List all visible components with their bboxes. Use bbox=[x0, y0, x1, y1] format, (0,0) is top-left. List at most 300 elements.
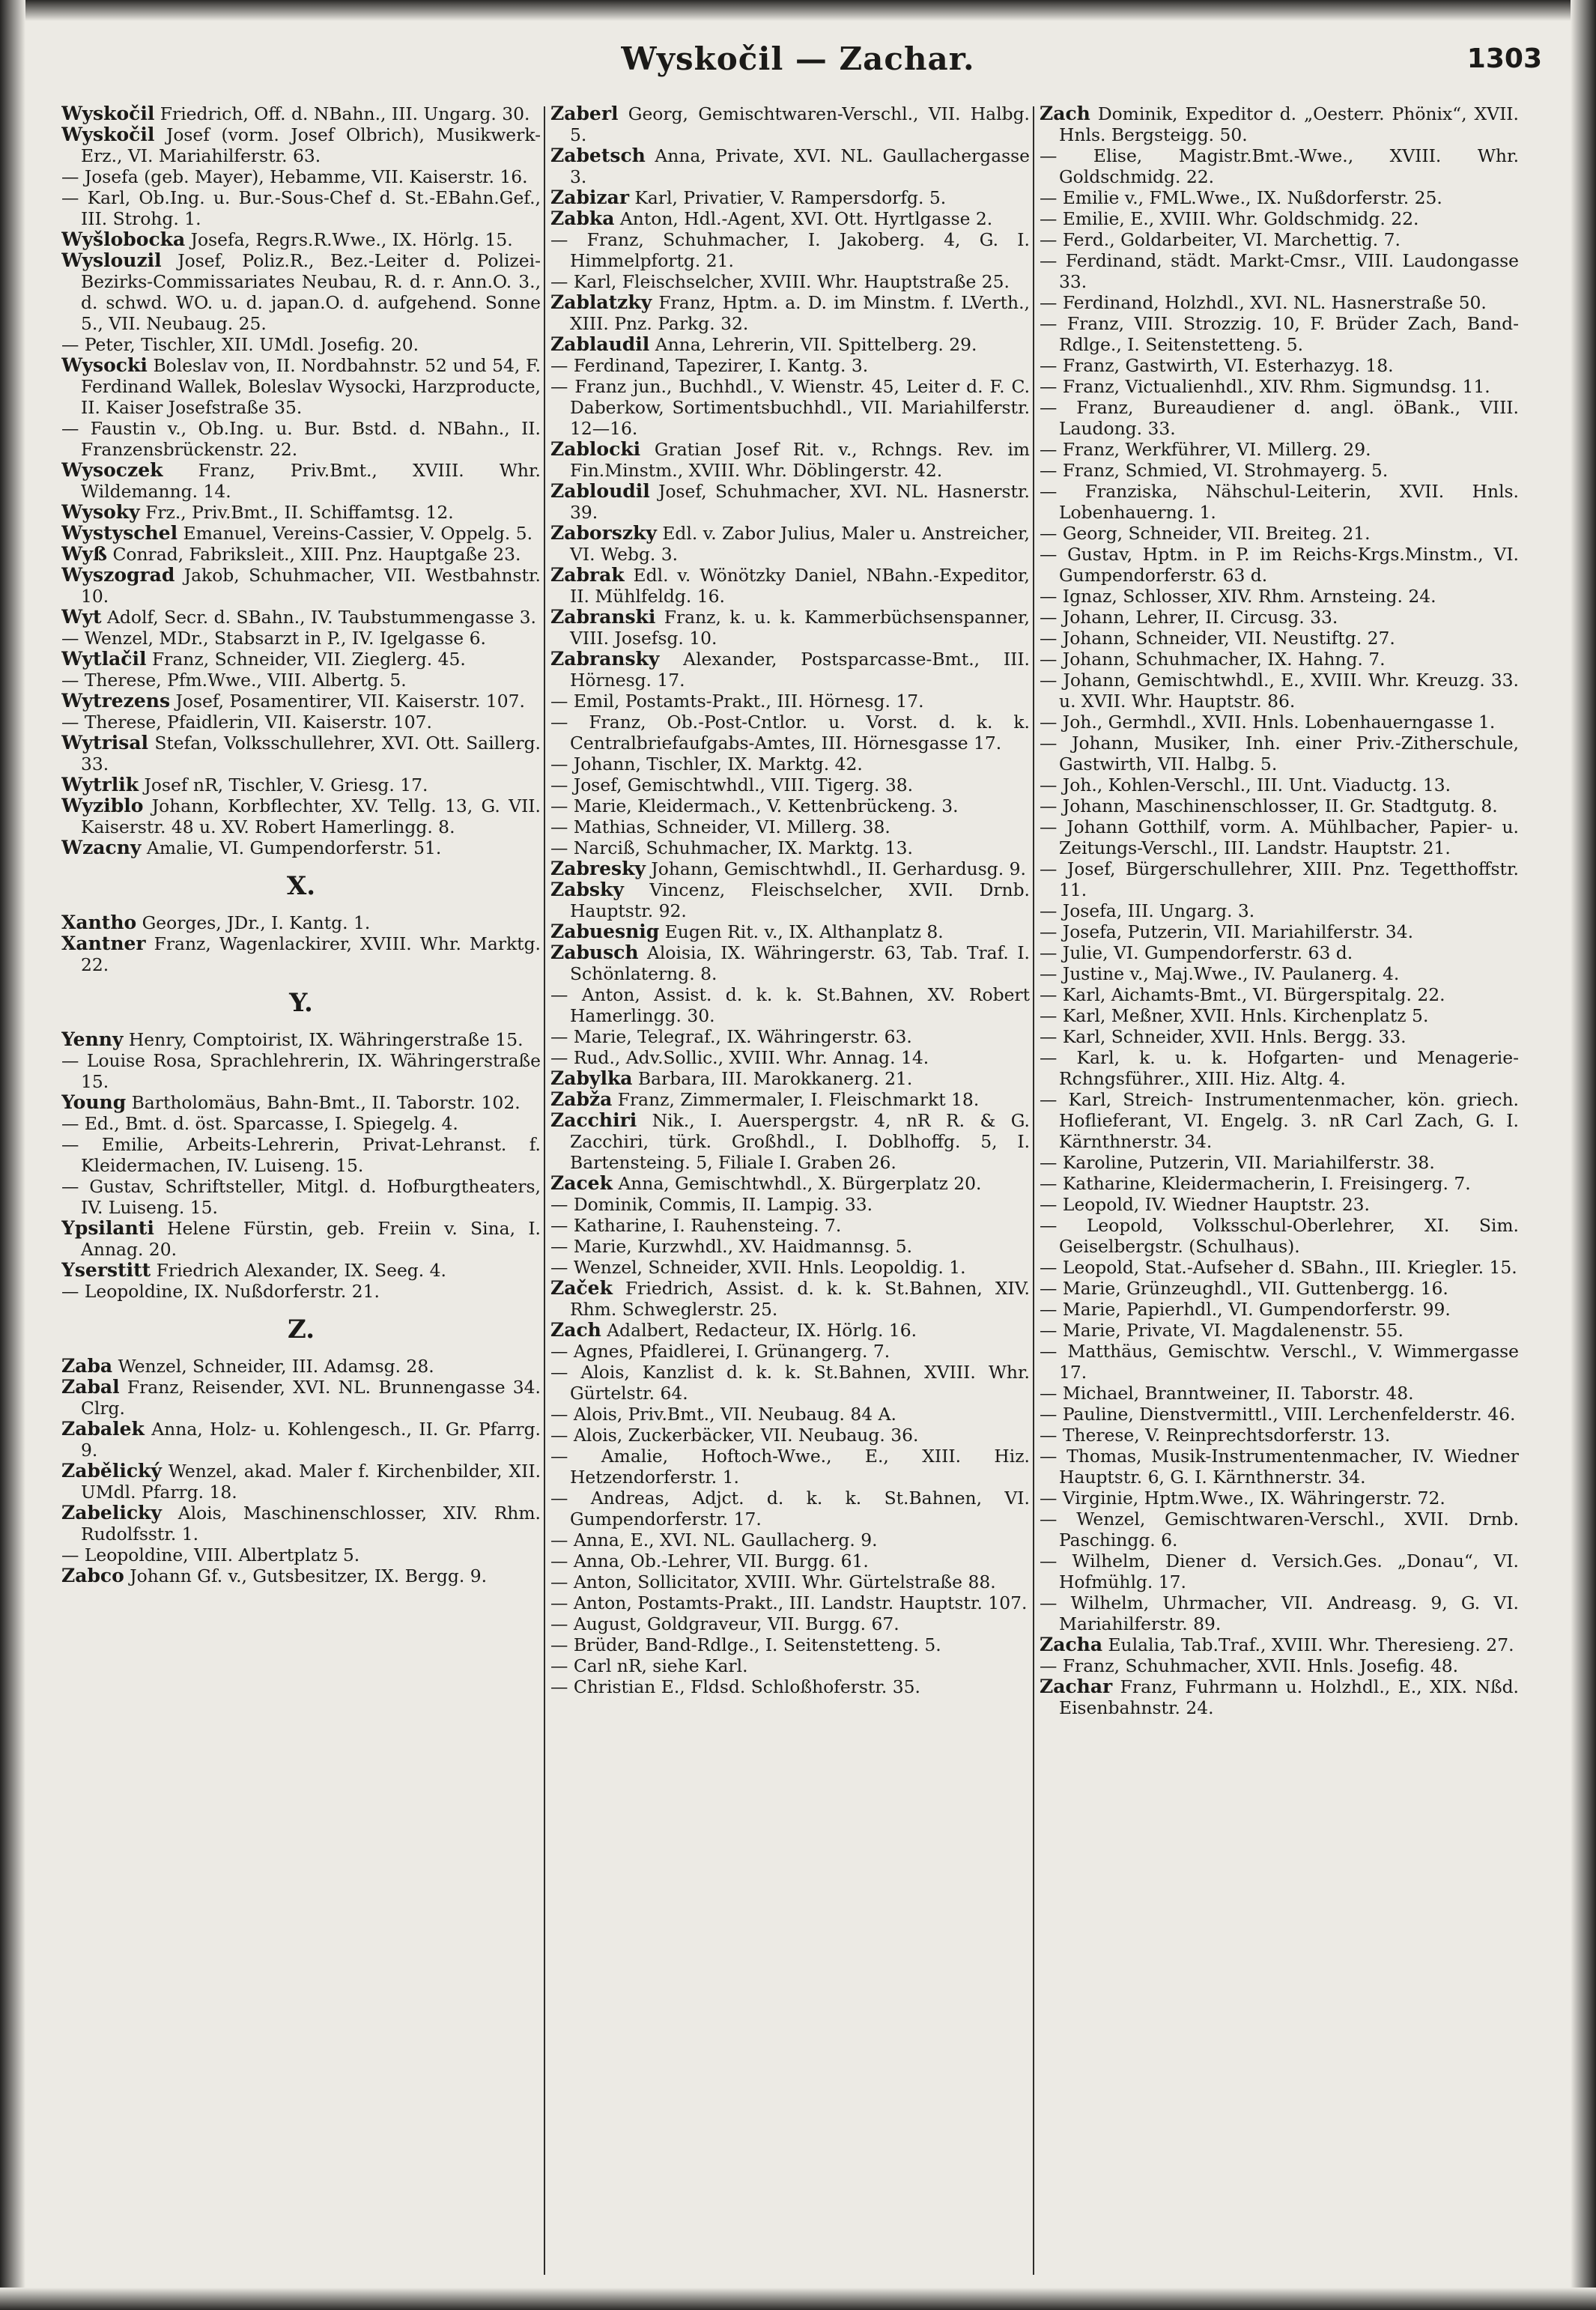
directory-sub-entry bbox=[1040, 313, 1519, 355]
entry-surname: Wytlačil bbox=[61, 648, 147, 670]
entry-surname: Wytrlik bbox=[61, 774, 139, 795]
directory-sub-entry bbox=[550, 691, 1030, 712]
entry-text: — Carl nR, siehe Karl. bbox=[550, 1655, 748, 1676]
directory-sub-entry bbox=[550, 1236, 1030, 1257]
entry-text: Johann, Korbflechter, XV. Tellg. 13, G. VII. Kaiserstr. 48 u. XV. Robert Hamerlingg. 8. bbox=[81, 795, 541, 837]
entry-text: — Amalie, Hoftoch-Wwe., E., XIII. Hiz. Hetzendorferstr. 1. bbox=[550, 1446, 1030, 1488]
directory-sub-entry bbox=[550, 1341, 1030, 1362]
entry-text: Franz, Hptm. a. D. im Minstm. f. LVerth., XIII. Pnz. Parkg. 32. bbox=[570, 292, 1030, 334]
entry-text: Franz, Fuhrmann u. Holzhdl., E., XIX. Nßd. Eisenbahnstr. 24. bbox=[1059, 1676, 1519, 1718]
entry-text: — Franz, Bureaudiener d. angl. öBank., VIII. Laudong. 33. bbox=[1040, 397, 1519, 439]
entry-text: Gratian Josef Rit. v., Rchngs. Rev. im Fin.Minstm., XVIII. Whr. Döblingerstr. 42. bbox=[570, 439, 1030, 481]
directory-sub-entry bbox=[1040, 376, 1519, 397]
entry-text: Eugen Rit. v., IX. Althanplatz 8. bbox=[659, 921, 944, 942]
column-2 bbox=[550, 103, 1030, 2276]
directory-entry bbox=[550, 649, 1030, 691]
entry-text: — Emil, Postamts-Prakt., III. Hörnesg. 17. bbox=[550, 691, 924, 712]
entry-surname: Zabka bbox=[550, 207, 615, 229]
entry-text: — Ferd., Goldarbeiter, VI. Marchettig. 7. bbox=[1040, 229, 1401, 250]
directory-sub-entry bbox=[550, 774, 1030, 795]
entry-text: — Ferdinand, städt. Markt-Cmsr., VIII. Laudongasse 33. bbox=[1040, 250, 1519, 292]
column-divider bbox=[1033, 106, 1034, 2275]
entry-surname: Wysocki bbox=[61, 354, 148, 376]
entry-text: — Franz, Victualienhdl., XIV. Rhm. Sigmundsg. 11. bbox=[1040, 376, 1490, 397]
entry-text: Henry, Comptoirist, IX. Währingerstraße 15. bbox=[123, 1029, 524, 1050]
entry-text: — Therese, V. Reinprechtsdorferstr. 13. bbox=[1040, 1425, 1391, 1446]
entry-surname: Wyšlobocka bbox=[61, 228, 186, 250]
entry-text: Edl. v. Zabor Julius, Maler u. Anstreicher, VI. Webg. 3. bbox=[570, 523, 1030, 565]
directory-sub-entry bbox=[1040, 1278, 1519, 1299]
directory-entry bbox=[61, 912, 541, 933]
entry-surname: Zabizar bbox=[550, 187, 629, 208]
directory-entry bbox=[550, 523, 1030, 565]
entry-text: — Leopold, Stat.-Aufseher d. SBahn., III. Kriegler. 15. bbox=[1040, 1257, 1517, 1278]
entry-text: — August, Goldgraveur, VII. Burgg. 67. bbox=[550, 1613, 899, 1634]
directory-sub-entry bbox=[1040, 649, 1519, 670]
directory-sub-entry bbox=[1040, 942, 1519, 963]
entry-text: — Josef, Bürgerschullehrer, XIII. Pnz. Tegetthoffstr. 11. bbox=[1040, 858, 1519, 900]
entry-text: — Louise Rosa, Sprachlehrerin, IX. Währingerstraße 15. bbox=[61, 1050, 541, 1092]
entry-text: — Virginie, Hptm.Wwe., IX. Währingerstr. 72. bbox=[1040, 1488, 1445, 1509]
entry-text: Aloisia, IX. Währingerstr. 63, Tab. Traf. I. Schönlaterng. 8. bbox=[570, 942, 1030, 984]
entry-surname: Zabresky bbox=[550, 858, 646, 879]
directory-sub-entry bbox=[1040, 1215, 1519, 1257]
directory-sub-entry bbox=[1040, 1550, 1519, 1592]
directory-sub-entry bbox=[550, 1047, 1030, 1068]
entry-surname: Zabelicky bbox=[61, 1502, 162, 1524]
directory-sub-entry bbox=[61, 628, 541, 649]
entry-text: — Gustav, Schriftsteller, Mitgl. d. Hofburgtheaters, IV. Luiseng. 15. bbox=[61, 1176, 541, 1218]
entry-text: — Michael, Branntweiner, II. Taborstr. 48. bbox=[1040, 1383, 1414, 1404]
entry-surname: Zabsky bbox=[550, 879, 624, 900]
directory-sub-entry bbox=[550, 1425, 1030, 1446]
entry-text: Josef, Poliz.R., Bez.-Leiter d. Polizei-Bezirks-Commissariates Neubau, R. d. r. Ann.O. 3., d. schwd. WO. u. d. japan.O. d. aufgehend. Sonne 5., VII. Neubaug. 25. bbox=[81, 250, 541, 334]
entry-text: — Rud., Adv.Sollic., XVIII. Whr. Annag. 14. bbox=[550, 1047, 929, 1068]
directory-entry bbox=[550, 1068, 1030, 1089]
entry-surname: Wysoky bbox=[61, 501, 140, 523]
entry-surname: Yserstitt bbox=[61, 1259, 151, 1281]
directory-entry bbox=[61, 1565, 541, 1586]
entry-surname: Zacha bbox=[1040, 1634, 1103, 1655]
entry-text: — Peter, Tischler, XII. UMdl. Josefig. 20. bbox=[61, 334, 419, 355]
directory-sub-entry bbox=[550, 229, 1030, 271]
entry-text: — Franziska, Nähschul-Leiterin, XVII. Hnls. Lobenhauerng. 1. bbox=[1040, 481, 1519, 523]
entry-surname: Wyslouzil bbox=[61, 249, 162, 271]
entry-surname: Wyt bbox=[61, 606, 102, 628]
directory-entry bbox=[550, 1173, 1030, 1194]
directory-entry bbox=[550, 208, 1030, 229]
entry-surname: Wystyschel bbox=[61, 522, 178, 544]
running-header-title: Wyskočil — Zachar. bbox=[621, 40, 975, 77]
entry-text: — Johann, Schuhmacher, IX. Hahng. 7. bbox=[1040, 649, 1386, 670]
entry-text: — Johann, Maschinenschlosser, II. Gr. Stadtgutg. 8. bbox=[1040, 795, 1498, 816]
directory-sub-entry bbox=[61, 418, 541, 460]
entry-text: Emanuel, Vereins-Cassier, V. Oppelg. 5. bbox=[177, 523, 533, 544]
entry-text: — Marie, Kurzwhdl., XV. Haidmannsg. 5. bbox=[550, 1236, 913, 1257]
entry-text: — Faustin v., Ob.Ing. u. Bur. Bstd. d. NBahn., II. Franzensbrückenstr. 22. bbox=[61, 418, 541, 460]
entry-text: — Johann, Musiker, Inh. einer Priv.-Zitherschule, Gastwirth, VII. Halbg. 5. bbox=[1040, 733, 1519, 774]
entry-text: Georges, JDr., I. Kantg. 1. bbox=[136, 912, 371, 933]
entry-surname: Zachar bbox=[1040, 1676, 1113, 1697]
directory-sub-entry bbox=[61, 166, 541, 187]
entry-surname: Zaborszky bbox=[550, 522, 657, 544]
page-shadow-bottom bbox=[0, 2288, 1596, 2310]
entry-surname: Zabalek bbox=[61, 1418, 145, 1440]
entry-text: — Therese, Pfaidlerin, VII. Kaiserstr. 107. bbox=[61, 712, 432, 733]
directory-sub-entry bbox=[550, 1362, 1030, 1404]
directory-sub-entry bbox=[550, 1026, 1030, 1047]
directory-entry bbox=[61, 1377, 541, 1419]
entry-text: — Franz, Ob.-Post-Cntlor. u. Vorst. d. k. k. Centralbriefaufgabs-Amtes, III. Hörnesgasse 17. bbox=[550, 712, 1030, 754]
entry-text: — Anton, Assist. d. k. k. St.Bahnen, XV. Robert Hamerlingg. 30. bbox=[550, 984, 1030, 1026]
entry-surname: Zabal bbox=[61, 1376, 120, 1398]
entry-text: Franz, Zimmermaler, I. Fleischmarkt 18. bbox=[612, 1089, 980, 1110]
directory-sub-entry bbox=[1040, 439, 1519, 460]
entry-text: — Andreas, Adjct. d. k. k. St.Bahnen, VI. Gumpendorferstr. 17. bbox=[550, 1488, 1030, 1530]
entry-text: — Narciß, Schuhmacher, IX. Marktg. 13. bbox=[550, 837, 913, 858]
entry-text: — Karl, Meßner, XVII. Hnls. Kirchenplatz 5. bbox=[1040, 1005, 1429, 1026]
directory-sub-entry bbox=[550, 754, 1030, 774]
entry-text: — Karl, Streich- Instrumentenmacher, kön. griech. Hoflieferant, VI. Engelg. 3. nR Carl Zach, G. I. Kärnthnerstr. 34. bbox=[1040, 1089, 1519, 1152]
page-shadow-top bbox=[0, 0, 1596, 21]
directory-sub-entry bbox=[550, 712, 1030, 754]
entry-surname: Zaba bbox=[61, 1355, 113, 1377]
directory-sub-entry bbox=[1040, 816, 1519, 858]
directory-sub-entry bbox=[1040, 1655, 1519, 1676]
directory-entry bbox=[550, 921, 1030, 942]
entry-surname: Wzacny bbox=[61, 837, 142, 858]
directory-sub-entry bbox=[550, 795, 1030, 816]
directory-entry bbox=[550, 942, 1030, 984]
entry-surname: Zabloudil bbox=[550, 480, 650, 502]
entry-surname: Zaberl bbox=[550, 103, 619, 124]
entry-text: — Wilhelm, Uhrmacher, VII. Andreasg. 9, G. VI. Mariahilferstr. 89. bbox=[1040, 1592, 1519, 1634]
entry-text: — Josefa (geb. Mayer), Hebamme, VII. Kaiserstr. 16. bbox=[61, 166, 528, 187]
directory-entry bbox=[550, 607, 1030, 649]
directory-sub-entry bbox=[550, 1676, 1030, 1697]
directory-entry bbox=[550, 1320, 1030, 1341]
directory-sub-entry bbox=[1040, 1173, 1519, 1194]
entry-surname: Zabrak bbox=[550, 564, 625, 586]
directory-entry bbox=[61, 1092, 541, 1113]
directory-entry bbox=[550, 879, 1030, 921]
entry-text: Josef nR, Tischler, V. Griesg. 17. bbox=[139, 774, 428, 795]
entry-surname: Zablocki bbox=[550, 438, 641, 460]
entry-surname: Wyß bbox=[61, 543, 108, 565]
directory-entry bbox=[550, 187, 1030, 208]
directory-entry bbox=[61, 544, 541, 565]
directory-sub-entry bbox=[61, 1113, 541, 1134]
directory-entry bbox=[1040, 1676, 1519, 1718]
entry-text: — Marie, Papierhdl., VI. Gumpendorferstr. 99. bbox=[1040, 1299, 1451, 1320]
directory-entry bbox=[61, 933, 541, 975]
directory-sub-entry bbox=[1040, 1026, 1519, 1047]
entry-text: — Karl, Fleischselcher, XVIII. Whr. Hauptstraße 25. bbox=[550, 271, 1010, 292]
directory-sub-entry bbox=[1040, 712, 1519, 733]
directory-sub-entry bbox=[1040, 670, 1519, 712]
directory-entry bbox=[61, 733, 541, 774]
directory-sub-entry bbox=[1040, 774, 1519, 795]
directory-sub-entry bbox=[1040, 795, 1519, 816]
entry-text: — Elise, Magistr.Bmt.-Wwe., XVIII. Whr. Goldschmidg. 22. bbox=[1040, 145, 1519, 187]
entry-text: Friedrich, Off. d. NBahn., III. Ungarg. 30. bbox=[154, 103, 530, 124]
entry-text: — Karl, k. u. k. Hofgarten- und Menagerie-Rchngsführer., XIII. Hiz. Altg. 4. bbox=[1040, 1047, 1519, 1089]
directory-sub-entry bbox=[1040, 1341, 1519, 1383]
entry-text: Anton, Hdl.-Agent, XVI. Ott. Hyrtlgasse 2. bbox=[614, 208, 993, 229]
directory-sub-entry bbox=[1040, 1152, 1519, 1173]
directory-sub-entry bbox=[1040, 586, 1519, 607]
directory-entry bbox=[61, 124, 541, 166]
directory-sub-entry bbox=[61, 1176, 541, 1218]
entry-text: — Alois, Zuckerbäcker, VII. Neubaug. 36. bbox=[550, 1425, 919, 1446]
directory-entry bbox=[550, 103, 1030, 145]
directory-sub-entry bbox=[550, 984, 1030, 1026]
directory-entry bbox=[550, 1278, 1030, 1320]
directory-entry bbox=[61, 502, 541, 523]
page-shadow-right bbox=[1571, 0, 1596, 2310]
entry-text: Barbara, III. Marokkanerg. 21. bbox=[632, 1068, 913, 1089]
entry-surname: Xantner bbox=[61, 933, 146, 954]
entry-surname: Zablatzky bbox=[550, 291, 652, 313]
entry-text: — Thomas, Musik-Instrumentenmacher, IV. Wiedner Hauptstr. 6, G. I. Kärnthnerstr. 34. bbox=[1040, 1446, 1519, 1488]
entry-text: — Emilie, Arbeits-Lehrerin, Privat-Lehranst. f. Kleidermachen, IV. Luiseng. 15. bbox=[61, 1134, 541, 1176]
directory-sub-entry bbox=[61, 1050, 541, 1092]
directory-sub-entry bbox=[1040, 1320, 1519, 1341]
entry-surname: Young bbox=[61, 1091, 127, 1113]
entry-text: — Karoline, Putzerin, VII. Mariahilferstr. 38. bbox=[1040, 1152, 1435, 1173]
column-divider bbox=[544, 106, 545, 2275]
entry-text: — Christian E., Fldsd. Schloßhoferstr. 35. bbox=[550, 1676, 920, 1697]
entry-surname: Wysoczek bbox=[61, 459, 163, 481]
entry-text: — Katharine, Kleidermacherin, I. Freisingerg. 7. bbox=[1040, 1173, 1471, 1194]
directory-entry bbox=[61, 837, 541, 858]
directory-sub-entry bbox=[1040, 1488, 1519, 1509]
entry-text: Josef (vorm. Josef Olbrich), Musikwerk-Erz., VI. Mariahilferstr. 63. bbox=[81, 124, 541, 166]
directory-entry bbox=[61, 1029, 541, 1050]
directory-sub-entry bbox=[1040, 1446, 1519, 1488]
entry-text: — Therese, Pfm.Wwe., VIII. Albertg. 5. bbox=[61, 670, 407, 691]
entry-surname: Wyziblo bbox=[61, 795, 144, 816]
entry-text: — Johann Gotthilf, vorm. A. Mühlbacher, Papier- u. Zeitungs-Verschl., III. Landstr. Hauptstr. 21. bbox=[1040, 816, 1519, 858]
entry-surname: Zacchiri bbox=[550, 1109, 637, 1131]
directory-sub-entry bbox=[550, 1215, 1030, 1236]
entry-text: Franz, k. u. k. Kammerbüchsenspanner, VIII. Josefsg. 10. bbox=[570, 607, 1030, 649]
entry-text: — Franz, Gastwirth, VI. Esterhazyg. 18. bbox=[1040, 355, 1394, 376]
entry-text: — Franz, Schuhmacher, XVII. Hnls. Josefig. 48. bbox=[1040, 1655, 1459, 1676]
entry-surname: Zabco bbox=[61, 1565, 124, 1586]
entry-surname: Wyszograd bbox=[61, 564, 175, 586]
directory-sub-entry bbox=[1040, 187, 1519, 208]
entry-text: — Matthäus, Gemischtw. Verschl., V. Wimmergasse 17. bbox=[1040, 1341, 1519, 1383]
directory-entry bbox=[61, 1260, 541, 1281]
entry-text: — Leopoldine, VIII. Albertplatz 5. bbox=[61, 1544, 360, 1565]
entry-surname: Xantho bbox=[61, 912, 137, 933]
directory-sub-entry bbox=[1040, 229, 1519, 250]
entry-text: Josefa, Regrs.R.Wwe., IX. Hörlg. 15. bbox=[185, 229, 513, 250]
entry-surname: Zabransky bbox=[550, 648, 660, 670]
entry-text: — Joh., Kohlen-Verschl., III. Unt. Viaductg. 13. bbox=[1040, 774, 1451, 795]
directory-entry bbox=[550, 334, 1030, 355]
entry-text: Nik., I. Auerspergstr. 4, nR R. & G. Zacchiri, türk. Großhdl., I. Doblhoffg. 5, I. Bartensteing. 5, Filiale I. Graben 26. bbox=[570, 1110, 1030, 1173]
directory-sub-entry bbox=[1040, 460, 1519, 481]
directory-sub-entry bbox=[1040, 628, 1519, 649]
directory-sub-entry bbox=[550, 1404, 1030, 1425]
entry-text: Anna, Gemischtwhdl., X. Bürgerplatz 20. bbox=[612, 1173, 982, 1194]
directory-sub-entry bbox=[61, 670, 541, 691]
entry-text: Wenzel, Schneider, III. Adamsg. 28. bbox=[112, 1356, 434, 1377]
entry-text: — Ferdinand, Holzhdl., XVI. NL. Hasnerstraße 50. bbox=[1040, 292, 1487, 313]
entry-text: — Anna, E., XVI. NL. Gaullacherg. 9. bbox=[550, 1530, 878, 1550]
directory-sub-entry bbox=[1040, 481, 1519, 523]
directory-entry bbox=[550, 1089, 1030, 1110]
entry-text: Friedrich Alexander, IX. Seeg. 4. bbox=[151, 1260, 446, 1281]
entry-text: — Ignaz, Schlosser, XIV. Rhm. Arnsteing. 24. bbox=[1040, 586, 1436, 607]
entry-text: — Ed., Bmt. d. öst. Sparcasse, I. Spiegelg. 4. bbox=[61, 1113, 458, 1134]
directory-sub-entry bbox=[1040, 1509, 1519, 1550]
entry-text: — Pauline, Dienstvermittl., VIII. Lerchenfelderstr. 46. bbox=[1040, 1404, 1516, 1425]
directory-sub-entry bbox=[1040, 1005, 1519, 1026]
directory-sub-entry bbox=[550, 1634, 1030, 1655]
directory-entry bbox=[61, 795, 541, 837]
entry-text: — Julie, VI. Gumpendorferstr. 63 d. bbox=[1040, 942, 1353, 963]
entry-text: Dominik, Expeditor d. „Oesterr. Phönix“, XVII. Hnls. Bergsteigg. 50. bbox=[1059, 103, 1519, 145]
entry-text: Johann Gf. v., Gutsbesitzer, IX. Bergg. 9. bbox=[124, 1565, 488, 1586]
entry-text: — Karl, Ob.Ing. u. Bur.-Sous-Chef d. St.-EBahn.Gef., III. Strohg. 1. bbox=[61, 187, 541, 229]
entry-text: Jakob, Schuhmacher, VII. Westbahnstr. 10. bbox=[81, 565, 541, 607]
entry-surname: Zach bbox=[1040, 103, 1090, 124]
entry-text: — Karl, Schneider, XVII. Hnls. Bergg. 33. bbox=[1040, 1026, 1407, 1047]
entry-text: — Johann, Tischler, IX. Marktg. 42. bbox=[550, 754, 863, 774]
directory-entry bbox=[61, 1218, 541, 1260]
directory-sub-entry bbox=[1040, 900, 1519, 921]
entry-text: — Leopold, IV. Wiedner Hauptstr. 23. bbox=[1040, 1194, 1370, 1215]
entry-text: — Josef, Gemischtwhdl., VIII. Tigerg. 38. bbox=[550, 774, 914, 795]
directory-sub-entry bbox=[1040, 523, 1519, 544]
entry-text: — Leopoldine, IX. Nußdorferstr. 21. bbox=[61, 1281, 380, 1302]
entry-text: Edl. v. Wönötzky Daniel, NBahn.-Expeditor, II. Mühlfeldg. 16. bbox=[570, 565, 1030, 607]
directory-sub-entry bbox=[1040, 1404, 1519, 1425]
entry-text: Wenzel, akad. Maler f. Kirchenbilder, XII. UMdl. Pfarrg. 18. bbox=[81, 1461, 541, 1503]
page-shadow-left bbox=[0, 0, 25, 2310]
entry-text: Franz, Wagenlackirer, XVIII. Whr. Marktg. 22. bbox=[81, 933, 541, 975]
directory-entry bbox=[61, 523, 541, 544]
entry-text: Franz, Reisender, XVI. NL. Brunnengasse 34. Clrg. bbox=[81, 1377, 541, 1419]
directory-sub-entry bbox=[550, 1194, 1030, 1215]
entry-text: — Wenzel, Schneider, XVII. Hnls. Leopoldig. 1. bbox=[550, 1257, 966, 1278]
column-3 bbox=[1040, 103, 1519, 2276]
directory-entry bbox=[550, 439, 1030, 481]
directory-sub-entry bbox=[550, 1446, 1030, 1488]
entry-text: — Johann, Schneider, VII. Neustiftg. 27. bbox=[1040, 628, 1395, 649]
entry-text: — Anton, Postamts-Prakt., III. Landstr. Hauptstr. 107. bbox=[550, 1592, 1028, 1613]
entry-text: Alois, Maschinenschlosser, XIV. Rhm. Rudolfsstr. 1. bbox=[81, 1503, 541, 1544]
entry-text: — Joh., Germhdl., XVII. Hnls. Lobenhauerngasse 1. bbox=[1040, 712, 1496, 733]
section-letter: Y. bbox=[289, 988, 313, 1018]
entry-text: Karl, Privatier, V. Rampersdorfg. 5. bbox=[629, 187, 947, 208]
entry-text: Helene Fürstin, geb. Freiin v. Sina, I. Annag. 20. bbox=[81, 1218, 541, 1260]
directory-sub-entry bbox=[1040, 1089, 1519, 1152]
directory-sub-entry bbox=[1040, 1257, 1519, 1278]
entry-text: — Gustav, Hptm. in P. im Reichs-Krgs.Minstm., VI. Gumpendorferstr. 63 d. bbox=[1040, 544, 1519, 586]
entry-surname: Yenny bbox=[61, 1028, 124, 1050]
entry-text: — Wenzel, MDr., Stabsarzt in P., IV. Igelgasse 6. bbox=[61, 628, 486, 649]
directory-sub-entry bbox=[550, 1655, 1030, 1676]
directory-sub-entry bbox=[550, 355, 1030, 376]
directory-sub-entry bbox=[1040, 963, 1519, 984]
directory-entry bbox=[550, 1110, 1030, 1173]
section-letter: Z. bbox=[287, 1315, 315, 1345]
entry-surname: Zabuesnig bbox=[550, 921, 660, 942]
entry-text: Boleslav von, II. Nordbahnstr. 52 und 54, F. Ferdinand Wallek, Boleslav Wysocki, Harzproducte, II. Kaiser Josefstraße 35. bbox=[81, 355, 541, 418]
directory-sub-entry bbox=[1040, 355, 1519, 376]
entry-text: — Emilie v., FML.Wwe., IX. Nußdorferstr. 25. bbox=[1040, 187, 1442, 208]
entry-text: — Agnes, Pfaidlerei, I. Grünangerg. 7. bbox=[550, 1341, 890, 1362]
entry-text: — Wenzel, Gemischtwaren-Verschl., XVII. Drnb. Paschingg. 6. bbox=[1040, 1509, 1519, 1550]
entry-surname: Zablaudil bbox=[550, 333, 650, 355]
entry-surname: Wyskočil bbox=[61, 124, 155, 145]
directory-sub-entry bbox=[1040, 607, 1519, 628]
directory-sub-entry bbox=[550, 1530, 1030, 1550]
entry-surname: Zabetsch bbox=[550, 145, 646, 166]
directory-sub-entry bbox=[1040, 1194, 1519, 1215]
directory-sub-entry bbox=[61, 1544, 541, 1565]
directory-sub-entry bbox=[550, 271, 1030, 292]
directory-sub-entry bbox=[1040, 1425, 1519, 1446]
entry-text: — Dominik, Commis, II. Lampig. 33. bbox=[550, 1194, 873, 1215]
entry-text: — Franz, VIII. Strozzig. 10, F. Brüder Zach, Band-Rdlge., I. Seitenstetteng. 5. bbox=[1040, 313, 1519, 355]
entry-text: Anna, Holz- u. Kohlengesch., II. Gr. Pfarrg. 9. bbox=[81, 1419, 541, 1461]
entry-text: — Franz, Werkführer, VI. Millerg. 29. bbox=[1040, 439, 1371, 460]
directory-sub-entry bbox=[1040, 1592, 1519, 1634]
entry-text: — Ferdinand, Tapezirer, I. Kantg. 3. bbox=[550, 355, 869, 376]
entry-surname: Zabylka bbox=[550, 1067, 633, 1089]
entry-surname: Zabranski bbox=[550, 606, 656, 628]
entry-text: Adolf, Secr. d. SBahn., IV. Taubstummengasse 3. bbox=[101, 607, 536, 628]
directory-entry bbox=[61, 607, 541, 628]
directory-entry bbox=[61, 229, 541, 250]
directory-entry bbox=[61, 774, 541, 795]
directory-sub-entry bbox=[550, 1257, 1030, 1278]
entry-text: Georg, Gemischtwaren-Verschl., VII. Halbg. 5. bbox=[570, 103, 1030, 145]
entry-text: — Karl, Aichamts-Bmt., VI. Bürgerspitalg. 22. bbox=[1040, 984, 1445, 1005]
entry-text: — Franz, Schuhmacher, I. Jakoberg. 4, G. I. Himmelpfortg. 21. bbox=[550, 229, 1030, 271]
directory-entry bbox=[61, 460, 541, 502]
entry-text: — Marie, Kleidermach., V. Kettenbrückeng. 3. bbox=[550, 795, 959, 816]
entry-text: Frz., Priv.Bmt., II. Schiffamtsg. 12. bbox=[139, 502, 454, 523]
directory-entry bbox=[550, 145, 1030, 187]
entry-surname: Zabža bbox=[550, 1088, 613, 1110]
entry-surname: Ypsilanti bbox=[61, 1217, 154, 1239]
entry-text: Anna, Lehrerin, VII. Spittelberg. 29. bbox=[649, 334, 977, 355]
directory-entry bbox=[61, 1356, 541, 1377]
directory-entry bbox=[550, 481, 1030, 523]
directory-sub-entry bbox=[1040, 733, 1519, 774]
entry-text: — Johann, Gemischtwhdl., E., XVIII. Whr. Kreuzg. 33. u. XVII. Whr. Hauptstr. 86. bbox=[1040, 670, 1519, 712]
directory-sub-entry bbox=[550, 816, 1030, 837]
entry-text: — Emilie, E., XVIII. Whr. Goldschmidg. 22. bbox=[1040, 208, 1419, 229]
entry-surname: Začek bbox=[550, 1277, 613, 1299]
entry-surname: Zabělický bbox=[61, 1460, 162, 1482]
directory-sub-entry bbox=[1040, 984, 1519, 1005]
entry-text: Franz, Priv.Bmt., XVIII. Whr. Wildemanng. 14. bbox=[81, 460, 541, 502]
entry-text: — Marie, Telegraf., IX. Währingerstr. 63. bbox=[550, 1026, 912, 1047]
entry-text: Anna, Private, XVI. NL. Gaullachergasse 3. bbox=[570, 145, 1030, 187]
entry-text: — Anna, Ob.-Lehrer, VII. Burgg. 61. bbox=[550, 1550, 869, 1571]
directory-entry bbox=[550, 565, 1030, 607]
directory-entry bbox=[1040, 103, 1519, 145]
directory-entry bbox=[550, 858, 1030, 879]
directory-entry bbox=[61, 649, 541, 670]
